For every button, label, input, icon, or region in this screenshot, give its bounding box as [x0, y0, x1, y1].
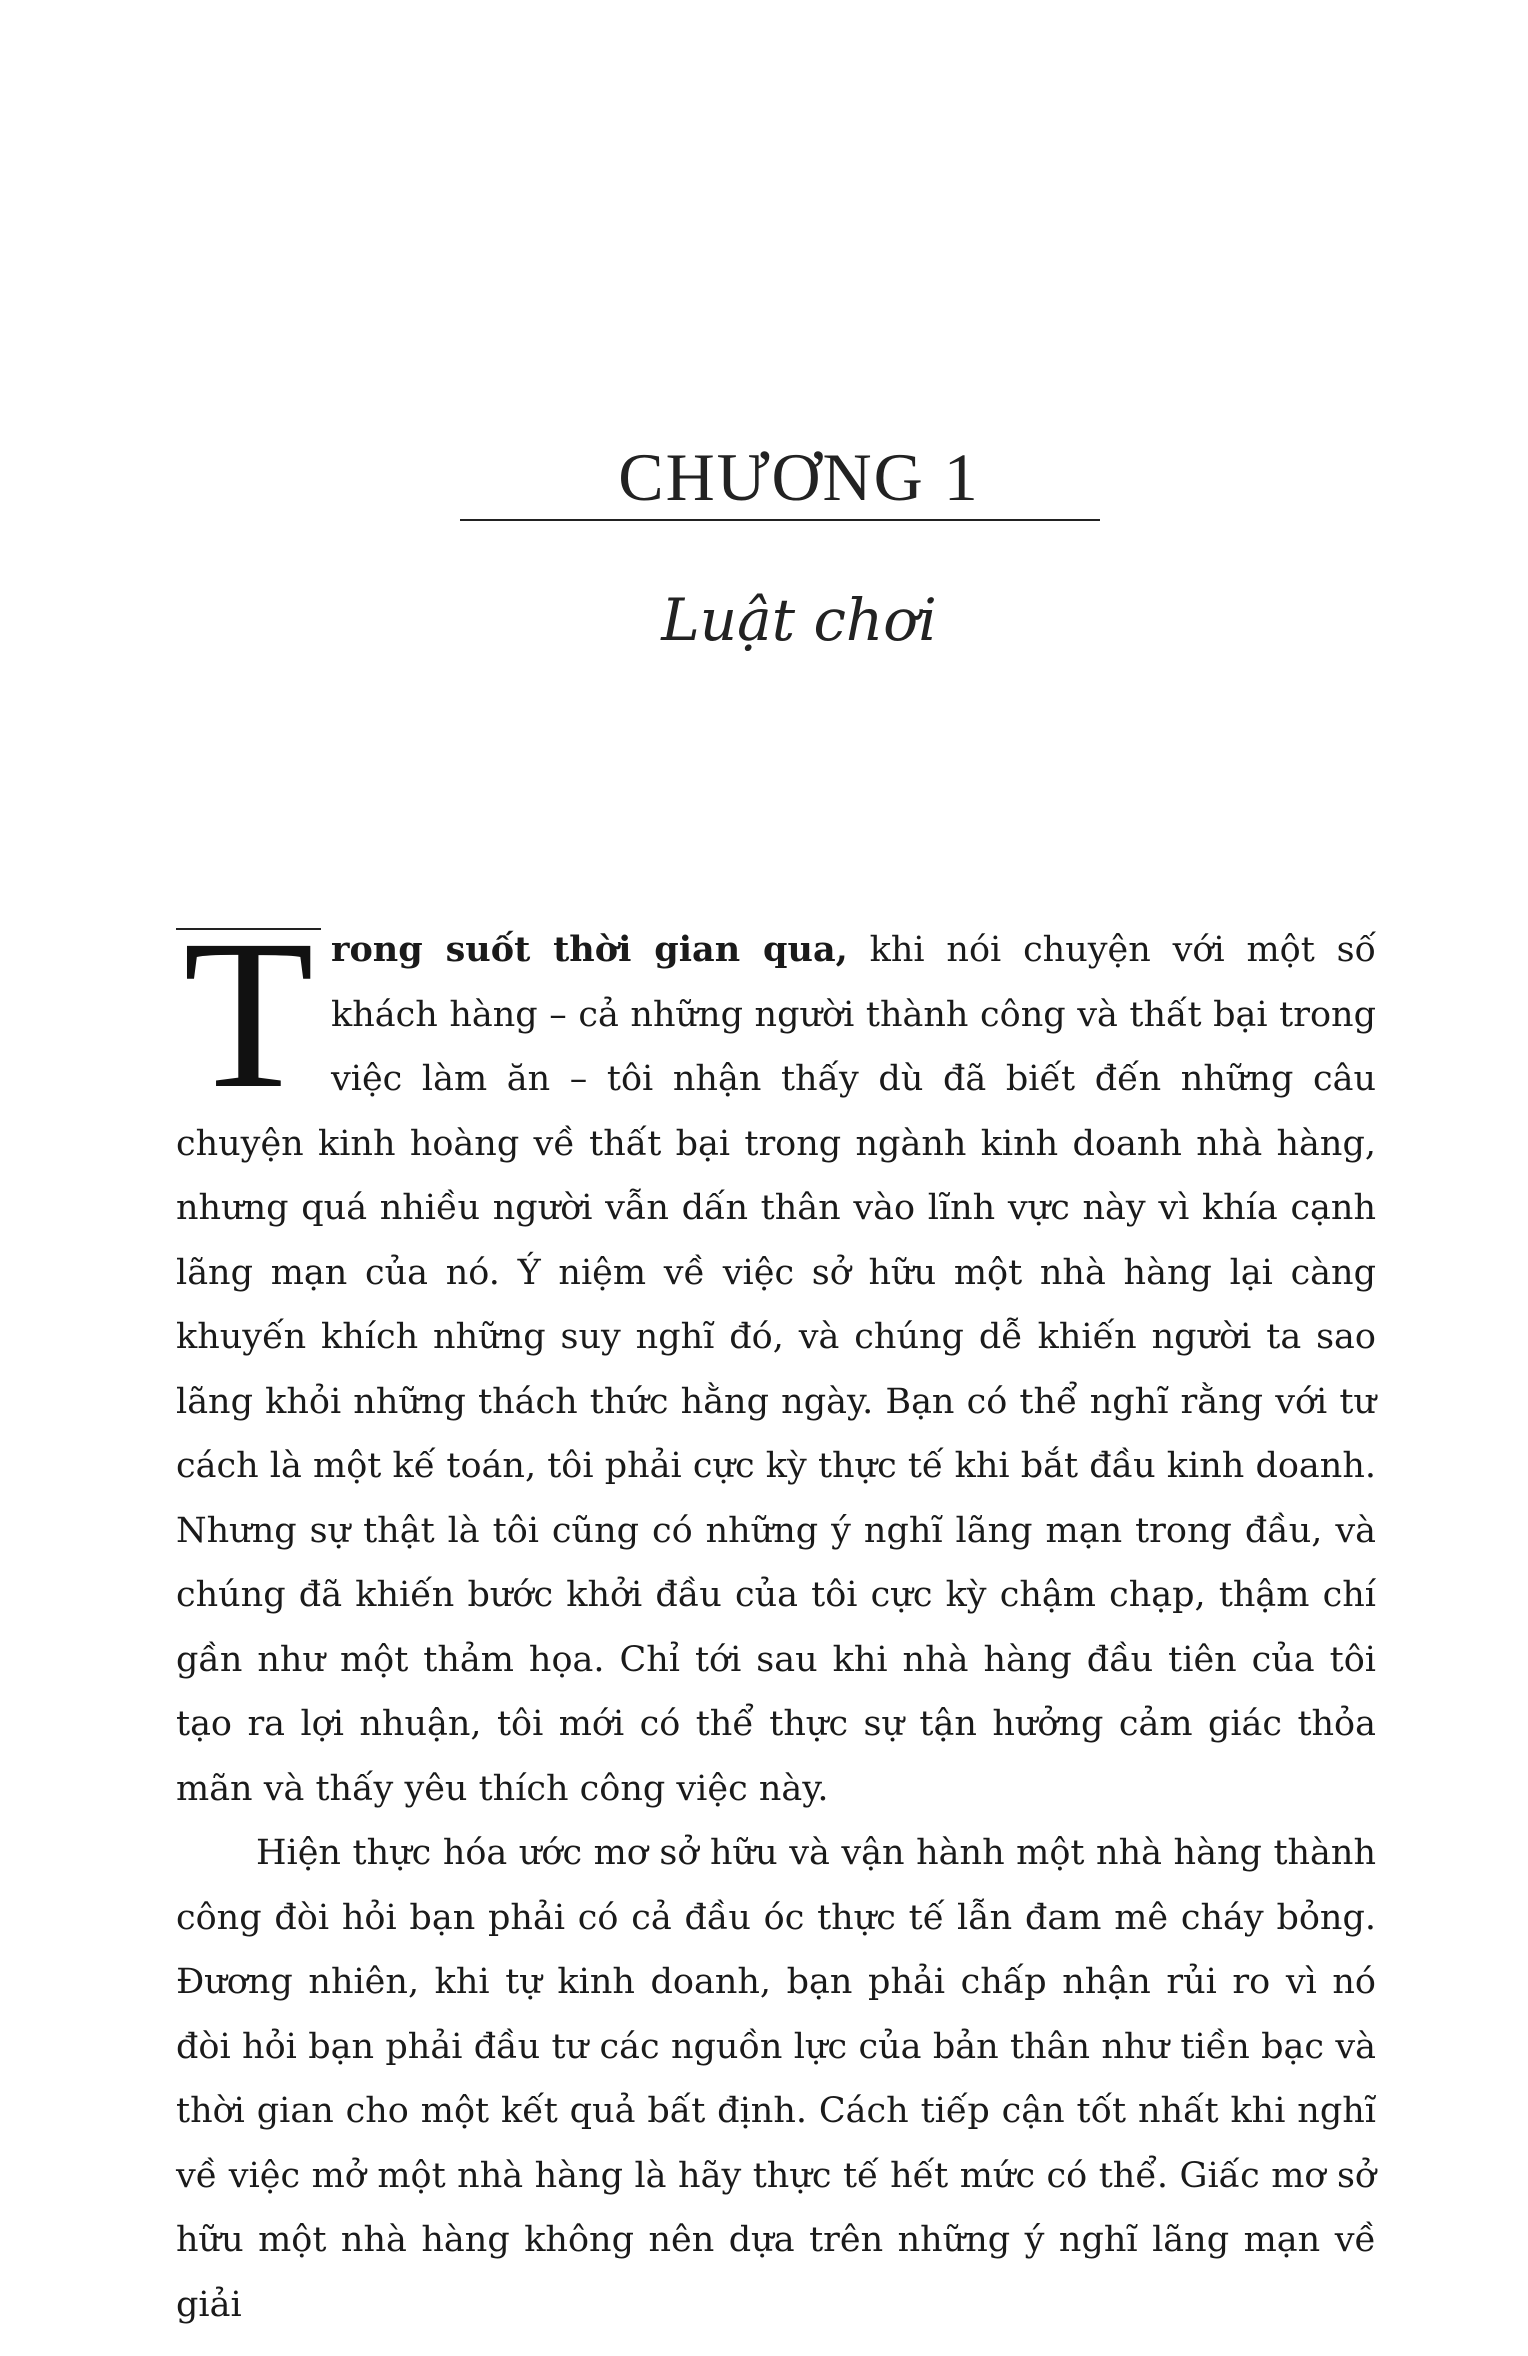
chapter-subtitle: Luật chơi — [661, 586, 937, 654]
paragraph-1 — [176, 896, 1376, 1821]
paragraph-1-text: khi nói chuyện với một số khách hàng – cả những người thành công và thất bại trong việc làm ăn – tôi nhận thấy dù đã biết đến những câu chuyện kinh hoàng về thất bại trong ngành kinh doanh nhà hàng, nhưng quá nhiều người vẫn dấn thân vào lĩnh vực này vì khía cạnh lãng mạn của nó. Ý niệm về việc sở hữu một nhà hàng lại càng khuyến khích những suy nghĩ đó, và chúng dễ khiến người ta sao lãng khỏi những thách thức hằng ngày. Bạn có thể nghĩ rằng với tư cách là một kế toán, tôi phải cực kỳ thực tế khi bắt đầu kinh doanh. Nhưng sự thật là tôi cũng có những ý nghĩ lãng mạn trong đầu, và chúng đã khiến bước khởi đầu của tôi cực kỳ chậm chạp, thậm chí gần như một thảm họa. Chỉ tới sau khi nhà hàng đầu tiên của tôi tạo ra lợi nhuận, tôi mới có thể thực sự tận hưởng cảm giác thỏa mãn và thấy yêu thích công việc này. — [176, 930, 1376, 1809]
paragraph-2: Hiện thực hóa ước mơ sở hữu và vận hành một nhà hàng thành công đòi hỏi bạn phải có cả đầu óc thực tế lẫn đam mê cháy bỏng. Đương nhiên, khi tự kinh doanh, bạn phải chấp nhận rủi ro vì nó đòi hỏi bạn phải đầu tư các nguồn lực của bản thân như tiền bạc và thời gian cho một kết quả bất định. Cách tiếp cận tốt nhất khi nghĩ về việc mở một nhà hàng là hãy thực tế hết mức có thể. Giấc mơ sở hữu một nhà hàng không nên dựa trên những ý nghĩ lãng mạn về giải — [176, 1833, 1376, 2325]
drop-cap: T — [176, 928, 321, 1098]
chapter-heading: CHƯƠNG 1 — [618, 439, 980, 515]
body-text — [176, 896, 1376, 2337]
chapter-divider — [460, 519, 1100, 521]
lead-in-text: rong suốt thời gian qua, — [331, 929, 848, 970]
